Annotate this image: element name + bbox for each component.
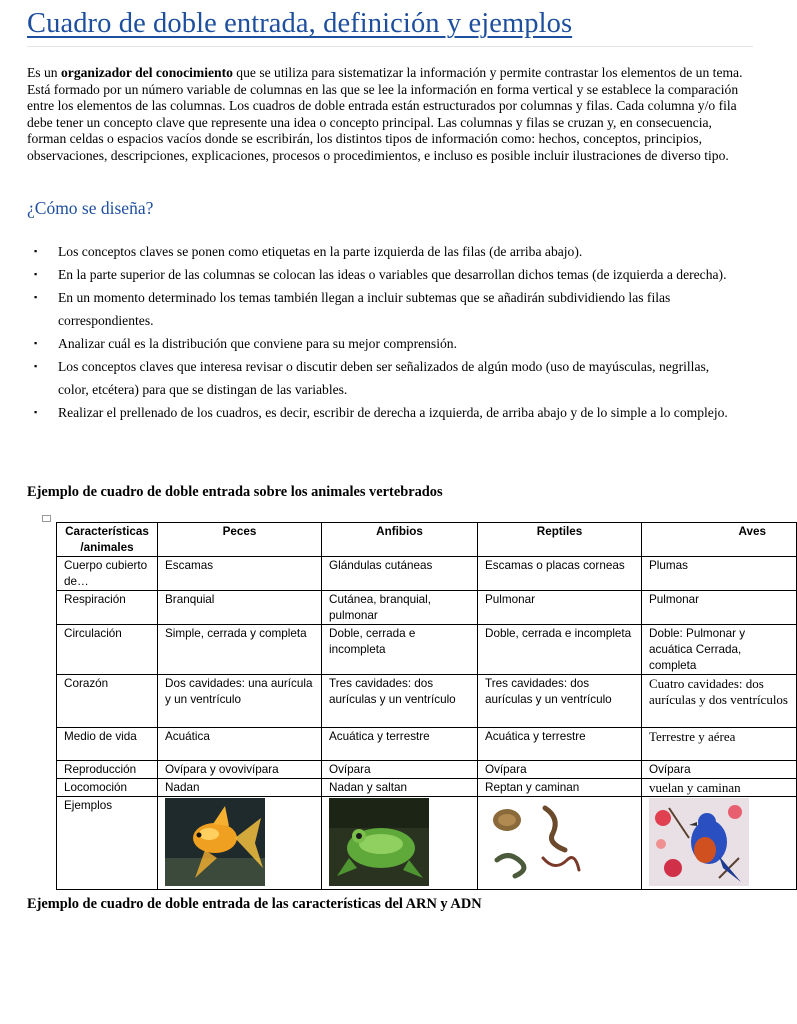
table-anchor-icon (42, 515, 51, 522)
table-cell: Plumas (642, 557, 797, 591)
table-cell: Escamas o placas corneas (478, 557, 642, 591)
reptiles-image (485, 798, 585, 886)
row-label: Ejemplos (57, 797, 158, 890)
row-label: Reproducción (57, 761, 158, 779)
table-cell: Tres cavidades: dos aurículas y un ventrículo (478, 675, 642, 728)
bullet-icon: ▪ (34, 407, 38, 417)
row-label: Circulación (57, 625, 158, 675)
table-row (57, 728, 797, 761)
row-label: Medio de vida (57, 728, 158, 761)
table-cell: Ovípara y ovovivípara (158, 761, 322, 779)
header-cell: Peces (158, 523, 322, 557)
table-cell: Escamas (158, 557, 322, 591)
intro-bold-term: organizador del conocimiento (60, 65, 233, 80)
table-row-examples (57, 797, 797, 890)
list-item: ▪ Los conceptos claves que interesa revisar o discutir deben ser señalizados de algún modo (uso de mayúsculas, negrillas, color, etcétera) para que se distingan de las variables. (27, 355, 743, 401)
frog-image-cell (322, 797, 478, 890)
table-row (57, 761, 797, 779)
bird-image (649, 798, 749, 886)
table-cell: Simple, cerrada y completa (158, 625, 322, 675)
table-cell: Doble, cerrada e incompleta (478, 625, 642, 675)
table-cell: Cutánea, branquial, pulmonar (322, 591, 478, 625)
list-item: ▪ Los conceptos claves se ponen como etiquetas en la parte izquierda de las filas (de arriba abajo). (27, 240, 743, 263)
table-cell: vuelan y caminan (642, 779, 797, 797)
table-cell: Ovípara (642, 761, 797, 779)
table-header-row (57, 523, 797, 557)
table-cell: Tres cavidades: dos aurículas y un ventrículo (322, 675, 478, 728)
row-label: Cuerpo cubierto de… (57, 557, 158, 591)
vertebrates-table (56, 522, 797, 890)
design-steps-list (27, 240, 743, 424)
table-cell: Glándulas cutáneas (322, 557, 478, 591)
fish-image-cell (158, 797, 322, 890)
title-divider (27, 46, 753, 47)
header-cell: Reptiles (478, 523, 642, 557)
table-caption: Ejemplo de cuadro de doble entrada de las características del ARN y ADN (27, 896, 482, 912)
table-cell: Ovípara (478, 761, 642, 779)
intro-rest: que se utiliza para sistematizar la información y permite contrastar los elementos de un tema. Está formado por un número variable de columnas en las que se lee la información en forma vertical y se establece la comparación entre los elementos de las columnas. Los cuadros de doble entrada están estructurados por columnas y filas. Cada columna y/o fila debe tener un concepto clave que represente una idea o concepto principal. Las columnas y filas se cruzan y, en consecuencia, forman celdas o espacios vacíos donde se escribirán, los distintos tipos de información como: hechos, conceptos, principios, observaciones, descripciones, explicaciones, procesos o procedimientos, e incluso es posible incluir ilustraciones de diverso tipo. (27, 65, 743, 163)
list-item: ▪ Realizar el prellenado de los cuadros, es decir, escribir de derecha a izquierda, de arriba abajo y de lo simple a lo complejo. (27, 401, 743, 424)
table-cell: Acuática y terrestre (478, 728, 642, 761)
table-caption: Ejemplo de cuadro de doble entrada sobre los animales vertebrados (27, 484, 443, 500)
list-item: ▪ En la parte superior de las columnas se colocan las ideas o variables que desarrollan dichos temas (de izquierda a derecha). (27, 263, 743, 286)
header-cell: Características /animales (57, 523, 158, 557)
bullet-icon: ▪ (34, 246, 38, 256)
list-item: ▪ En un momento determinado los temas también llegan a incluir subtemas que se añadirán subdividiendo las filas correspondientes. (27, 286, 743, 332)
table-cell: Dos cavidades: una aurícula y un ventrículo (158, 675, 322, 728)
bullet-icon: ▪ (34, 338, 38, 348)
reptiles-image-cell (478, 797, 642, 890)
table-cell: Pulmonar (642, 591, 797, 625)
header-cell: Aves (642, 523, 797, 557)
table-row (57, 557, 797, 591)
table-row (57, 779, 797, 797)
table-cell: Doble, cerrada e incompleta (322, 625, 478, 675)
header-cell: Anfibios (322, 523, 478, 557)
page-title: Cuadro de doble entrada, definición y ejemplos (27, 8, 573, 39)
table-cell: Branquial (158, 591, 322, 625)
table-row (57, 625, 797, 675)
table-cell: Terrestre y aérea (642, 728, 797, 761)
table-cell: Doble: Pulmonar y acuática Cerrada, completa (642, 625, 797, 675)
table-cell: Acuática y terrestre (322, 728, 478, 761)
bullet-icon: ▪ (34, 269, 38, 279)
row-label: Corazón (57, 675, 158, 728)
row-label: Respiración (57, 591, 158, 625)
row-label: Locomoción (57, 779, 158, 797)
list-item: ▪ Analizar cuál es la distribución que conviene para su mejor comprensión. (27, 332, 743, 355)
intro-lead: Es un (27, 65, 61, 80)
table-cell: Pulmonar (478, 591, 642, 625)
table-cell: Cuatro cavidades: dos aurículas y dos ventrículos (642, 675, 797, 728)
goldfish-image (165, 798, 265, 886)
bullet-icon: ▪ (34, 292, 38, 302)
frog-image (329, 798, 429, 886)
intro-paragraph (27, 65, 747, 165)
section-heading: ¿Cómo se diseña? (27, 198, 154, 218)
table-cell: Acuática (158, 728, 322, 761)
bird-image-cell (642, 797, 797, 890)
table-cell: Nadan y saltan (322, 779, 478, 797)
bullet-icon: ▪ (34, 361, 38, 371)
table-row (57, 675, 797, 728)
table-cell: Reptan y caminan (478, 779, 642, 797)
table-cell: Nadan (158, 779, 322, 797)
table-cell: Ovípara (322, 761, 478, 779)
table-row (57, 591, 797, 625)
